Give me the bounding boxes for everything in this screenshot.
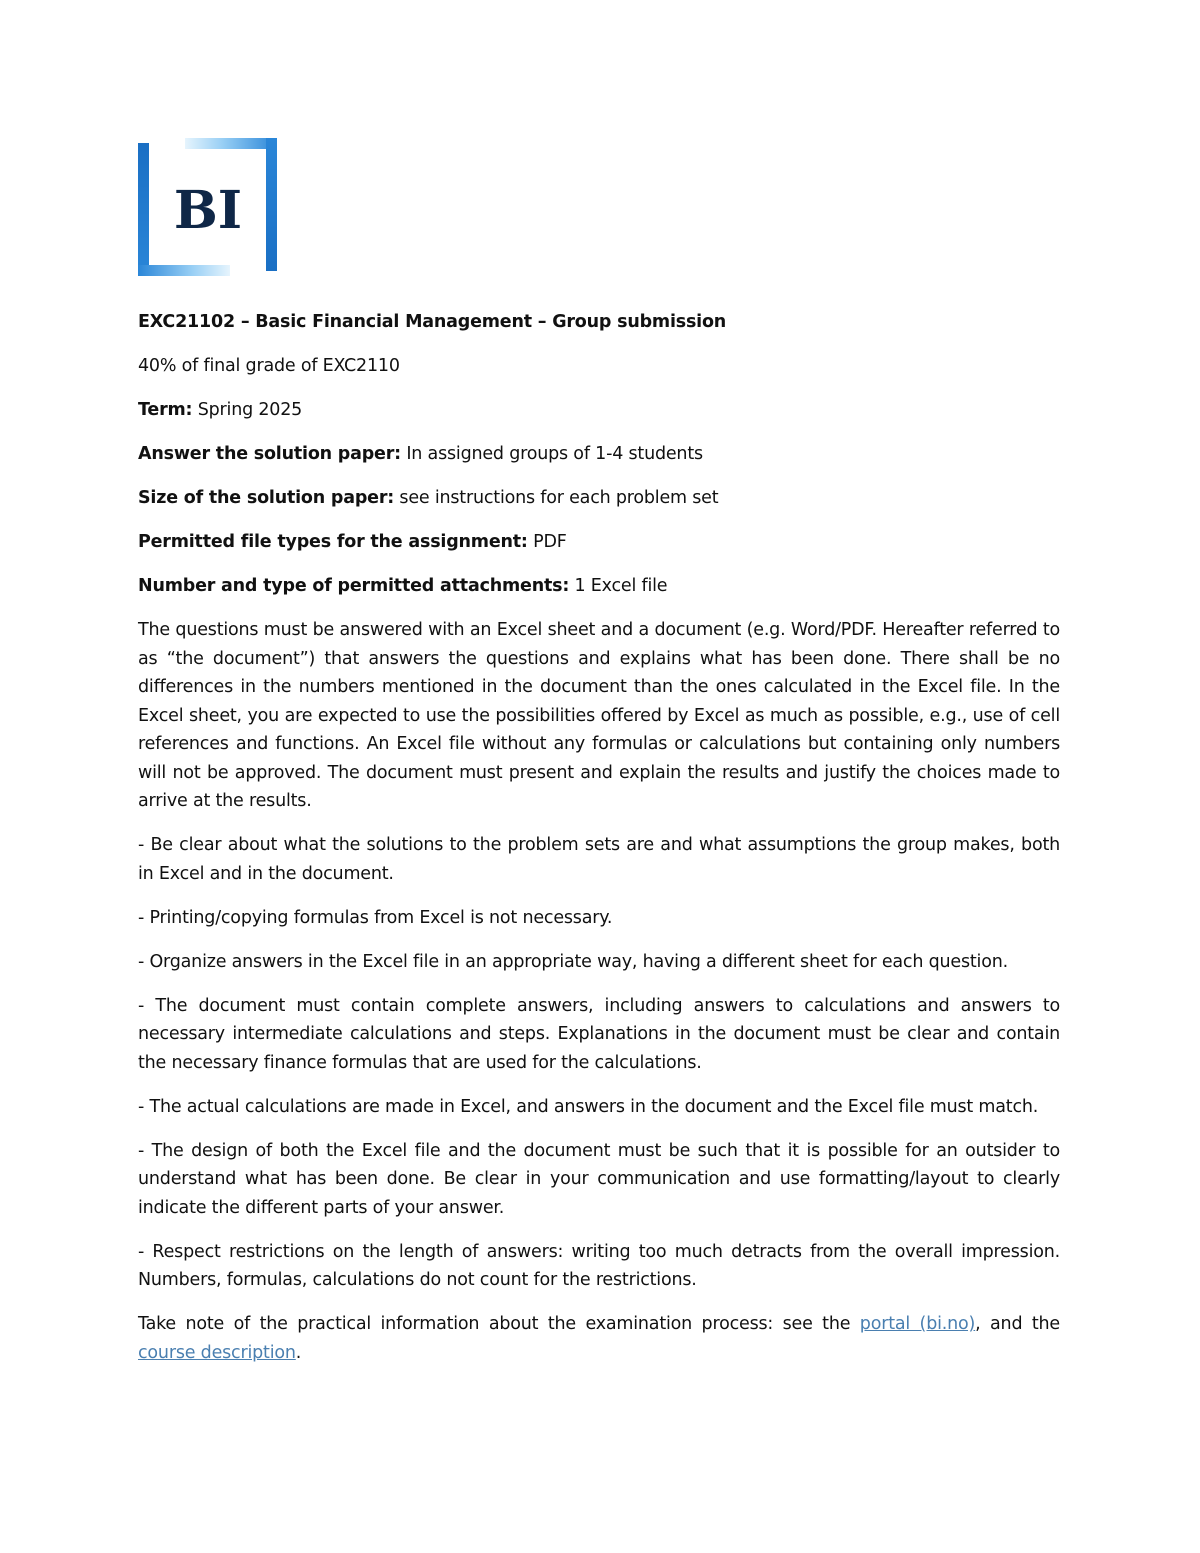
field-term: Term: Spring 2025	[138, 400, 303, 420]
instruction-item: - Organize answers in the Excel file in an appropriate way, having a different sheet for each question.	[138, 951, 1008, 972]
grade-note: 40% of final grade of EXC2110	[138, 356, 400, 376]
field-paper-size: Size of the solution paper: see instructions for each problem set	[138, 488, 719, 508]
instruction-item: - Printing/copying formulas from Excel is not necessary.	[138, 907, 613, 928]
field-file-types: Permitted file types for the assignment: PDF	[138, 532, 567, 552]
logo-text: BI	[173, 180, 243, 241]
instruction-item: - The actual calculations are made in Excel, and answers in the document and the Excel file must match.	[138, 1096, 1039, 1117]
field-group-size: Answer the solution paper: In assigned groups of 1-4 students	[138, 444, 703, 464]
bi-logo	[137, 137, 278, 278]
intro-paragraph: The questions must be answered with an Excel sheet and a document (e.g. Word/PDF. Hereafter referred to as “the document”) that answers the questions and explains what has been done. There shall be no differences in the numbers mentioned in the document than the ones calculated in the Excel file. In the Excel sheet, you are expected to use the possibilities offered by Excel as much as possible, e.g., use of cell references and functions. An Excel file without any formulas or calculations but containing only numbers will not be approved. The document must present and explain the results and justify the choices made to arrive at the results.	[138, 620, 1060, 811]
document-body	[138, 308, 1060, 1383]
instruction-item: - Be clear about what the solutions to the problem sets are and what assumptions the group makes, both in Excel and in the document.	[138, 835, 1060, 884]
portal-link[interactable]: portal (bi.no)	[859, 1314, 976, 1334]
document-title: EXC21102 – Basic Financial Management – Group submission	[138, 312, 727, 332]
instruction-item: - The document must contain complete answers, including answers to calculations and answers to necessary intermediate calculations and steps. Explanations in the document must be clear and contain the necessary finance formulas that are used for the calculations.	[138, 995, 1060, 1073]
field-attachments: Number and type of permitted attachments: 1 Excel file	[138, 576, 668, 596]
instruction-item: - The design of both the Excel file and the document must be such that it is possible for an outsider to understand what has been done. Be clear in your communication and use formatting/layout to clearly indicate the different parts of your answer.	[138, 1140, 1060, 1218]
course-description-link[interactable]: course description	[138, 1342, 296, 1363]
closing-paragraph: Take note of the practical information about the examination process: see the portal (bi.no), and the course description.	[138, 1314, 1060, 1363]
instruction-item: - Respect restrictions on the length of answers: writing too much detracts from the overall impression. Numbers, formulas, calculations do not count for the restrictions.	[138, 1241, 1060, 1290]
